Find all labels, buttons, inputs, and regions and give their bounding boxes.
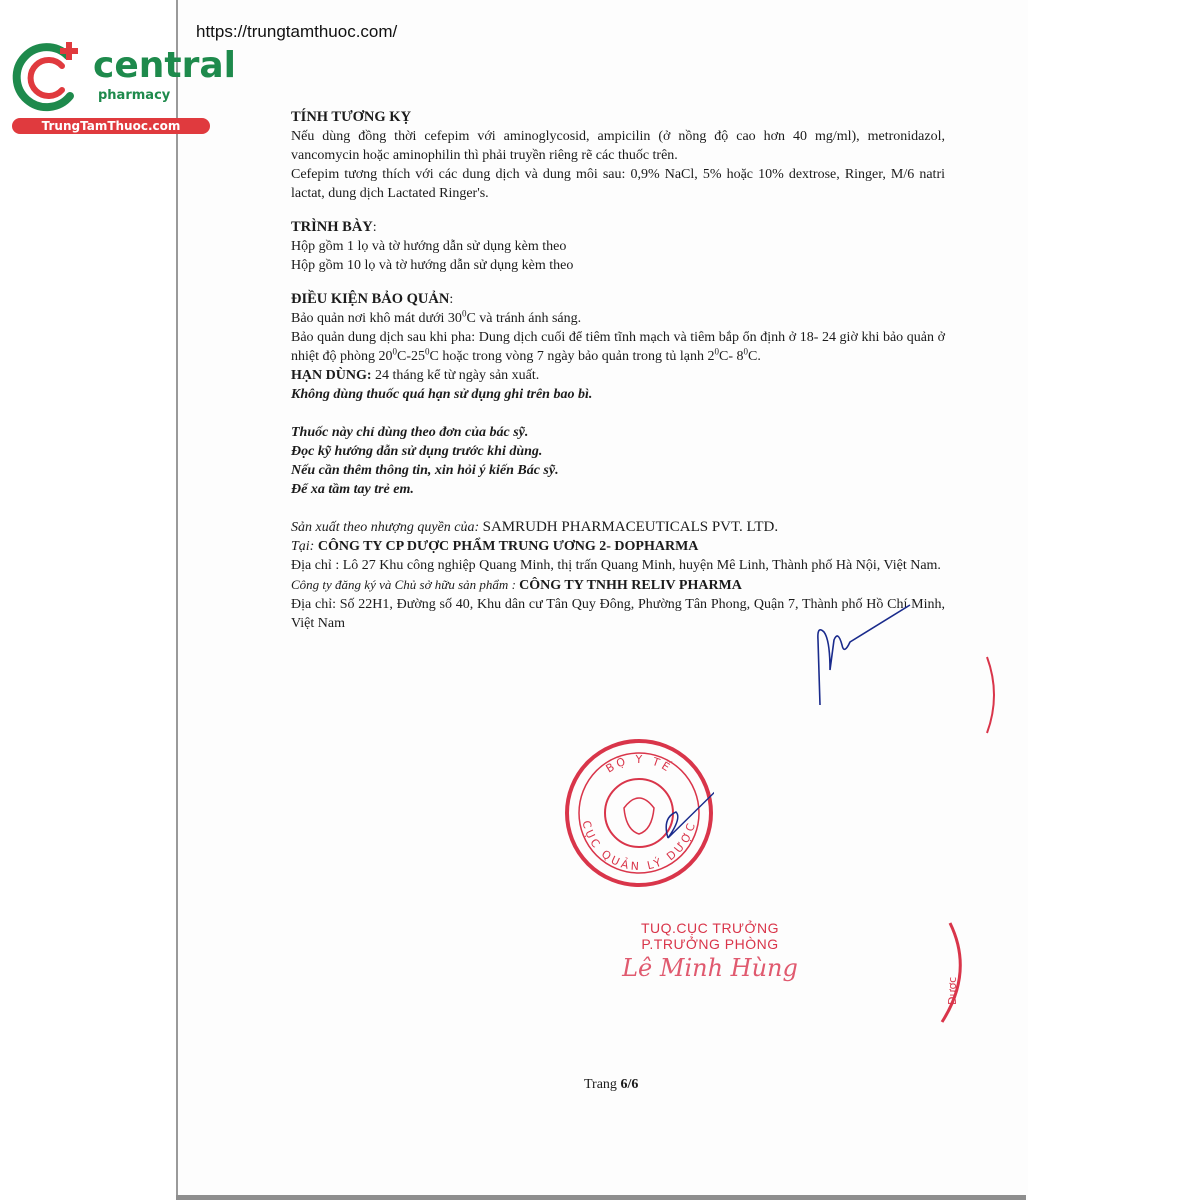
official-round-stamp (564, 738, 714, 888)
storage-line-1: Bảo quản nơi khô mát dưới $30^0C$ và tránh ánh sáng. (291, 308, 582, 326)
signature-title-2: P.TRƯỞNG PHÒNG (641, 936, 779, 952)
logo-sub-text: pharmacy (98, 88, 171, 103)
location-line (291, 537, 945, 556)
logo-brand-text: central (93, 45, 236, 86)
page-number: Trang 6/6 (584, 1077, 639, 1092)
expiry-label: HẠN DÙNG: (291, 368, 372, 383)
owner-label: Công ty đăng ký và Chủ sở hữu sản phẩm : (291, 577, 520, 592)
signatory-name: Lê Minh Hùng (622, 954, 798, 982)
location-name: CÔNG TY CP DƯỢC PHẨM TRUNG ƯƠNG 2- DOPHARMA (317, 539, 699, 554)
address-2: Địa chỉ: Số 22H1, Đường số 40, Khu dân cư Tân Quy Đông, Phường Tân Phong, Quận 7, Thành phố Hồ Chí Minh, Việt Nam (291, 597, 945, 631)
compat-paragraph-1: Nếu dùng đồng thời cefepim với aminoglycosid, ampicilin (ở nồng độ cao hơn 40 mg/ml), metronidazol, vancomycin hoặc aminophilin thì phải truyền riêng rẽ các thuốc trên. (291, 129, 945, 163)
document-content (291, 108, 945, 633)
presentation-title: TRÌNH BÀY (291, 219, 373, 235)
storage-title: ĐIỀU KIỆN BẢO QUẢN (291, 291, 450, 307)
storage-colon: : (449, 292, 454, 307)
manufacturer-name: SAMRUDH PHARMACEUTICALS PVT. LTD. (482, 519, 779, 535)
edge-stamp-text: Dược (946, 976, 959, 1005)
logo-bar-text: TrungTamThuoc.com (12, 118, 210, 134)
presentation-heading (291, 218, 945, 237)
warning-line-4: Để xa tầm tay trẻ em. (291, 482, 414, 497)
site-url-link[interactable]: https://trungtamthuoc.com/ (196, 22, 398, 41)
partial-stamp-arc (985, 655, 1005, 735)
presentation-line-1: Hộp gồm 1 lọ và tờ hướng dẫn sử dụng kèm theo (291, 239, 567, 254)
stamp-top-text: BỘ Y TẾ (603, 752, 675, 776)
expiry-text: 24 tháng kể từ ngày sản xuất. (371, 368, 540, 383)
compat-paragraph-2: Cefepim tương thích với các dung dịch và dung môi sau: 0,9% NaCl, 5% hoặc 10% dextrose, Ringer, M/6 natri lactat, dung dịch Lactated Ringer's. (291, 167, 945, 201)
handwritten-signature-mark (800, 600, 920, 710)
manufacturer-line (291, 518, 945, 537)
warning-line-2: Đọc kỹ hướng dẫn sử dụng trước khi dùng. (291, 444, 543, 459)
warning-line-3: Nếu cần thêm thông tin, xin hỏi ý kiến Bác sỹ. (291, 463, 559, 478)
warning-line-1: Thuốc này chỉ dùng theo đơn của bác sỹ. (291, 425, 529, 440)
presentation-line-2: Hộp gồm 10 lọ và tờ hướng dẫn sử dụng kèm theo (291, 258, 574, 273)
page-bottom-edge (176, 1195, 1026, 1200)
central-pharmacy-logo[interactable] (10, 38, 236, 138)
presentation-colon: : (372, 220, 377, 235)
partial-edge-stamp (930, 920, 970, 1025)
svg-text:BỘ Y TẾ (604, 753, 675, 776)
owner-name: CÔNG TY TNHH RELIV PHARMA (519, 578, 742, 593)
address-1: Địa chỉ : Lô 27 Khu công nghiệp Quang Minh, thị trấn Quang Minh, huyện Mê Linh, Thành phố Hà Nội, Việt Nam. (291, 558, 941, 573)
manufacturer-label: Sản xuất theo nhượng quyền của: (291, 520, 483, 535)
owner-line (291, 575, 945, 595)
compat-title: TÍNH TƯƠNG KỴ (291, 109, 412, 125)
expiry-line (291, 366, 945, 385)
pharmacy-cross-icon (10, 38, 94, 118)
location-label: Tại: (291, 539, 318, 554)
storage-heading (291, 290, 945, 309)
expiry-warning: Không dùng thuốc quá hạn sử dụng ghi trên bao bì. (291, 387, 593, 402)
stamp-bottom-text: CỤC QUẢN LÝ DƯỢC (579, 819, 699, 874)
signature-block (610, 920, 810, 982)
storage-line-2: Bảo quản dung dịch sau khi pha: Dung dịch cuối để tiêm tĩnh mạch và tiêm bắp ổn định ở 18- 24 giờ khi bảo quản ở nhiệt độ phòng $20^0C-25^0C$ hoặc trong vòng 7 ngày bảo quản trong tủ lạnh $2^0C-$ $8^0C$. (291, 330, 945, 364)
signature-title-1: TUQ.CỤC TRƯỞNG (640, 920, 780, 936)
